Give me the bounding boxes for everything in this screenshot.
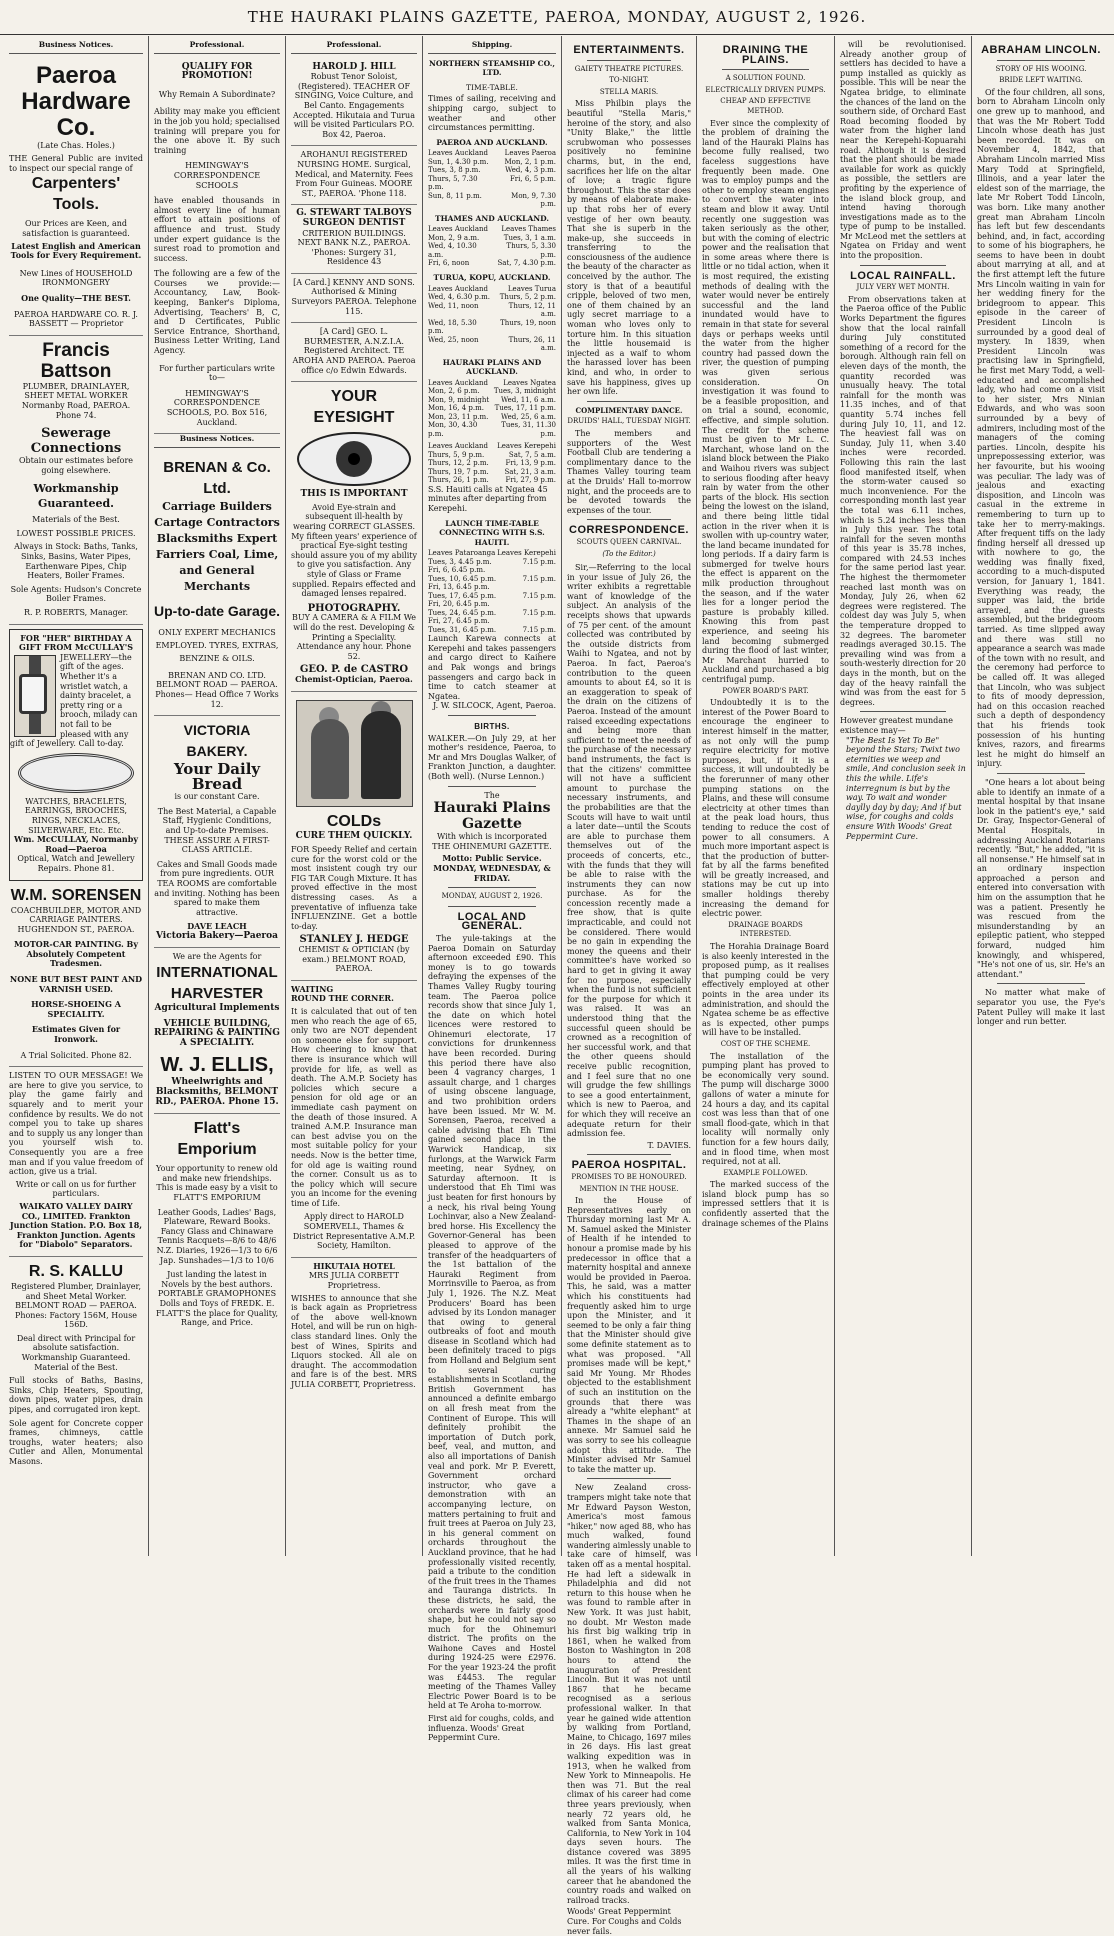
timetable-cell: Thurs, 5, 7.30 p.m. <box>428 174 478 192</box>
local-rainfall-heading: LOCAL RAINFALL. <box>850 269 956 282</box>
gazette-nameplate: The Hauraki Plains Gazette With which is incorporated THE OHINEMURI GAZETTE. Motto: Public Service. MONDAY, WEDNESDAY, & FRIDAY. <box>432 790 552 883</box>
timetable-cell: Mon, 30, 4.30 p.m. <box>428 421 478 438</box>
timetable-cell: Leaves Auckland <box>428 378 489 387</box>
timetable-thames-auckland <box>428 225 556 268</box>
timetable-cell: 7.15 p.m. <box>522 557 556 566</box>
timetable-cell: Leaves Thames <box>501 225 556 234</box>
timetable-row <box>428 302 556 319</box>
timetable-cell: Tues, 24, 6.45 p.m. <box>428 608 497 617</box>
article-body: No matter what make of separator you use, the Fye's Patent Pulley will make it last longer and run better. <box>977 988 1105 1027</box>
timetable-row <box>428 600 556 609</box>
timetable-row <box>428 396 556 405</box>
ad-talboys: G. STEWART TALBOYS SURGEON DENTIST CRITERION BUILDINGS. NEXT BANK N.Z., PAEROA. 'Phones: Surgery 31, Residence 43 <box>291 205 417 274</box>
timetable-row <box>428 583 556 592</box>
timetable-row <box>428 149 556 158</box>
timetable-row <box>428 259 556 268</box>
timetable-row <box>428 575 556 584</box>
bracelet-illustration <box>18 753 134 793</box>
wristwatch-illustration <box>14 655 56 737</box>
timetable-cell: Fri, 13, 6.45 p.m. <box>428 583 490 592</box>
timetable-cell: Thurs, 5, 2 p.m. <box>499 293 556 302</box>
column-8: ABRAHAM LINCOLN. STORY OF HIS WOOING. BRIDE LEFT WAITING. Of the four children, all sons, born to Abraham Lincoln only one grew up to manhood, and that was the Mr Robert Todd Lincoln whose death has just been recorded. It was on November 4, 1842, that Abraham Lincoln married Miss Mary Todd at Springfield, Illinois, and a year later the eldest son of the marriage, the late Mr Robert Todd Lincoln, was born. Like many another great man Abraham Lincoln has left but few descendants behind, and, in fact, according to some of his biographers, he seems to have been in doubt about marrying at all, and at the first attempt left the future Mrs Lincoln waiting in vain for her wedding finery for the bridegroom to appear. This episode in the career of President Lincoln is surrounded by a good deal of mystery. In 1839, when President Lincoln was practising law in Springfield, he first met Mary Todd, a well-educated and accomplished lady, who had come on a visit to her sister, Mrs Ninian Edwards, and who was soon surrounded by a bevy of admirers, including most of the managers of the coming parties. Lincoln, despite his unprepossessing exterior, was her favourite, but his wooing was peculiar. The lady was of jealous and exacting disposition, and Lincoln was casual in the extreme in remembering to turn up to take her to merry-makings. After frequent tiffs on the lady finding herself all dressed up with nowhere to go, the wedding was finally fixed, according to a much-disputed version, for January 1, 1841. Everything was ready, the supper was laid, the bride arrayed, and the guests assembled, but the bridegroom tarried. As time slipped away and there was still no appearance a search was made of the town with no result, and the ceremony had perforce to be called off. It was alleged that Lincoln, who was subject to fits of moody depression, had on this occasion reached such a depth of despondency that his friends took possession of his hunting knives, razors, and firearms lest he might do himself an injury. "One hears a lot about being able to identify an inmate of a mental hospital by that insane look in the patient's eye," said Dr. Gray, Inspector-General of Mental Hospitals, in addressing Auckland Rotarians recently. "But," he added, "it is all nonsense." He himself sat in an ordinary inspection approached a person and entered into conversation with him on the assumption that he was a patient. Presently he was rescued from the misunderstanding by an epileptic patient, who stepped forward, nudged him knowingly, and whispered, "He's not one of us, sir. He's an attendant." No matter what make of separator you use, the Fye's Patent Pulley will make it last longer and run better. <box>977 44 1105 1027</box>
timetable-cell: Mon, 2, 1 p.m. <box>504 157 556 166</box>
column-5: ENTERTAINMENTS. GAIETY THEATRE PICTURES. TO-NIGHT. STELLA MARIS. Miss Philbin plays the beautiful "Stella Maris," heroine of the story, and also "Unity Blake," the little scrubwoman who possesses positively no feminine charms, but, in the end, sacrifices her life on the altar of love; a tragic figure throughout. This the star does by means of elaborate make-up that robs her of every vestige of her own beauty. That she is superb in the make-up, she succeeds in transferring to the consciousness of the audience the beauty of the character as conceived by the author. The story is that of a beautiful cripple, beloved of two men, one of them chained by an ugly secret marriage to a woman who loves only to torture him. In this situation the little housemaid is injected as a waif to whom the harassed lover has been kind, and who, in order to save his happiness, gives up her own life. COMPLIMENTARY DANCE. DRUIDS' HALL, TUESDAY NIGHT. The members and supporters of the West Football Club are tendering a complimentary dance to the Thames Valley touring team at the Druids' Hall to-morrow night, and the proceeds are to be devoted towards the expenses of the tour. CORRESPONDENCE. SCOUTS QUEEN CARNIVAL. (To the Editor.) Sir,—Referring to the local in your issue of July 26, the writer exhibits a regrettable want of knowledge of the subject. An analysis of the receipts shows that upwards of 75 per cent. of the amount collected was contributed by the outside districts from Waihi to Ngatea, and not by Paeroa. In fact, Paeroa's contribution to the queen amounts to about £4, so it is an exaggeration to speak of the drain on the citizens of Paeroa. Instead of the amount raised exceeding expectations and being more than sufficient to meet the needs of the purchase of the necessary band instruments, the fact is that the citizens' committee will not have a sufficient amount to purchase the necessary instruments, and the probabilities are that the Scouts will have to wait until a later date—until the Scouts are able to purchase them themselves out of the proceeds of concerts, etc., with the funds that they will be able to raise with the instruments they can now purchase. As for the concession recently made a free show, that is quite impracticable, and could not be considered. There would be no gain in expending the money the queens and their committee's have worked so hard to get in giving it away for no purpose, especially when the fund is not sufficient for the purpose for which it was raised. It was an understood thing that the successful queen should be crowned as a recognition of her successful work, and that the other queens should receive public recognition, and I feel sure that no one will grudge the few shillings to see a good entertainment, which is new to Paeroa, and for which they will receive an adequate return for their admission fee. T. DAVIES. PAEROA HOSPITAL. PROMISES TO BE HONOURED. MENTION IN THE HOUSE. In the House of Representatives early on Thursday morning last Mr A. M. Samuel asked the Minister of Health if he intended to honour a promise made by his predecessor in office that a maternity hospital and annexe would be provided in Paeroa. This, he said, was a matter which his constituents had frequently asked him to urge upon the Minister, and it seemed to be only a fair thing that the Minister should give some definite statement as to what was proposed. "All promises made will be kept," said Mr Young. Mr Rhodes objected to the establishment of such an institution on the grounds that there was already a "white elephant" at Thames in the shape of an annexe. Mr Samuel said he was sorry to see his colleague adopt this attitude. The Minister advised Mr Samuel to take the matter up. New Zealand cross-trampers might take note that Mr Edward Payson Weston, America's most famous "hiker," now aged 88, who has much walked, found wandering aimlessly unable to take care of himself, was taken off as a mental hospital. He had left a sidewalk in Philadelphia and did not return to this house when he was found to ramble after in New York. It was just habit, no doubt. Mr Weston made his first big walking trip in 1861, when he walked from Boston to Washington in 208 hours to attend the inauguration of President Lincoln. But it was not until 1867 that he became recognised as a serious professional walker. In that year he gained wide attention by walking from Portland, Maine, to Chicago, 1697 miles in 26 days. His last great walking expedition was in 1913, when he walked from New York to Minneapolis. He then was 71. But the real climax of his career had come three years previously, when nearly 72 years old, he walked from Santa Monica, California, to New York in 104 days seven hours. The distance covered was 3895 miles. It was the first time in all the years of his walking career that he abandoned the country roads and walked on railroad tracks. Woods' Great Peppermint Cure. For Coughs and Colds never fails. <box>562 36 697 1556</box>
timetable-cell: Wed, 11, 6 a.m. <box>501 395 556 404</box>
ad-brenan: BRENAN & Co. Ltd. Carriage Builders Cartage Contractors Blacksmiths Expert Farriers Coal, Lime, and General Merchants Up-to-date Garage. ONLY EXPERT MECHANICS EMPLOYED. TYRES, EXTRAS, BENZINE & OILS. BRENAN AND CO. LTD. BELMONT ROAD — PAEROA. Phones— Head Office 7 Works 12. <box>154 453 280 716</box>
timetable-cell: 7.15 p.m. <box>522 625 556 634</box>
ad-paeroa-hardware: Paeroa Hardware Co. (Late Chas. Holes.) THE General Public are invited to inspect our special range of Carpenters' Tools. Our Prices are Keen, and satisfaction is guaranteed. Latest English and American Tools for Every Requirement. New Lines of HOUSEHOLD IRONMONGERY One Quality—THE BEST. PAEROA HARDWARE CO. R. J. BASSETT — Proprietor <box>9 59 143 336</box>
timetable-cell: Wed, 25, noon <box>428 335 479 344</box>
article-body: The Horahia Drainage Board is also keenly interested in the proposed pump, as it realises that pumping could be very effectively employed at other points in the area under its administration, and should the Ngatea scheme be as effective as is expected, other pumps will have to be installed. <box>702 942 829 1038</box>
timetable-cell: Leaves Auckland <box>428 225 489 234</box>
article-body: Undoubtedly it is to the interest of the Power Board to encourage the engineer to interest himself in the matter, as not only will the pump require electricity for motive purposes, but, if it is a success, it will undoubtedly be the forerunner of many other pumping stations on the Plains, and these will consume electricity at other times than at the peak load hours, thus tending to reduce the cost of power to all consumers. A much more important aspect is that the production of butter-fat by all the farms benefited will be greatly increased, and stations may be cut up into smaller holdings thereby increasing the demand for electric power. <box>702 698 829 919</box>
column-7: will be revolutionised. Already another group of settlers has decided to have a pump installed as quickly as possible. This will be near the Ngatea bridge, to eliminate the chances of the land on the southern side, of Orchard East Road becoming flooded by water from the higher land near the Kerepehi-Kopuarahi road. Although it is desired that the plant should be made available for work as quickly as possible, the settlers are profiting by the experience of the island block group, and intend having thorough investigations made as to the type of pump to be installed. Mr McLeod met the settlers at Ngatea on Friday and went into the proposition. LOCAL RAINFALL. JULY VERY WET MONTH. From observations taken at the Paeroa office of the Public Works Department the figures show that the local rainfall during July constituted something of a record for the borough. Although rain fell on eleven days of the month, the quantity recorded was unusually heavy. The total rainfall for the month was 11.35 inches, and of that quantity 5.74 inches fell during July 10, 11, and 12. The heaviest fall was on Sunday, July 11, when 3.40 inches were recorded. Following this rain the last flood manifested itself, when the storm-water caused so much inconvenience. For the corresponding month last year the total was 6.11 inches, which is 5.24 inches less than in July this year. The total rainfall for the seven months of this year is 35.78 inches, compared with 24.53 inches for the same period last year. The highest the thermometer reached last month was on Monday, July 26, when 62 degrees were registered. The coldest day was July 5, when the temperature dropped to 32 degrees. The barometer readings averaged 30.15. The prevailing wind was from a south-westerly direction for 20 days in the month, but on the day of the heavy rainfall the wind was from the east for 5 degrees. However greatest mundane existence may— "The Best Is Yet To Be" beyond the Stars; Twixt two eternities we weep and smile, And conclusion seek in this the while. Life's interregnum is but by the way. To wait and wonder daylly day by day; And if but wise, for coughs and colds ensure With Woods' Great Peppermint Cure. <box>835 36 972 1556</box>
timetable-cell: Thurs, 5, 9 p.m. <box>428 450 485 459</box>
timetable-cell <box>497 617 556 626</box>
timetable-cell: Leaves Auckland <box>428 149 489 158</box>
timetable-cell: Sat, 7, 4.30 p.m. <box>497 259 556 268</box>
ad-harold-hill: HAROLD J. HILL Robust Tenor Soloist, (Registered). TEACHER OF SINGING, Voice Culture, and Bel Canto. Engagements Accepted. Hikutaia and Turua will be visited Particulars P.O. Box 42, Paeroa. <box>291 59 417 147</box>
timetable-row <box>428 451 556 460</box>
timetable-cell <box>497 600 556 609</box>
ad-hedge: COLDs CURE THEM QUICKLY. FOR Speedy Relief and certain cure for the worst cold or the most insistent cough try our FIG TAR Cough Mixture. It has proved effective in the most distressing cases. As a preventative of influenza take INFLUENZINE. Get a bottle to-day. STANLEY J. HEDGE CHEMIST & OPTICIAN (by exam.) BELMONT ROAD, PAEROA. <box>291 692 417 981</box>
timetable-row <box>428 468 556 477</box>
timetable-cell: Fri, 13, 9 p.m. <box>505 459 556 468</box>
timetable-cell: Mon, 9, midnight <box>428 395 490 404</box>
timetable-cell: 7.15 p.m. <box>522 591 556 600</box>
timetable-cell: Fri, 6, 6.45 p.m. <box>428 566 486 575</box>
article-body: Ever since the complexity of the problem of draining the land of the Hauraki Plains has become fully realised, two faceless suggestions have frequently been made. One was to employ pumps and the other to employ steam engines to convert the water into steam and blow it away. Until recently one suggestion was taken seriously as the other, but with the coming of electric power and the realisation that in some areas where there is little or no tidal action, when it is most required, the existing methods of dealing with the water would never be entirely successful and the land inundated would have to remain in that state for several days or perhaps weeks until the water from the higher country had passed down the river, the question of pumping was given serious consideration. On investigation it was found to be a feasible proposition, and on trial a sound, economic, effective, and simple solution. The credit for the scheme must be given to Mr L. C. Marchant, whose land on the island block between the Piako and Waihou rivers was subject to serious flooding after heavy rain by water from the other parts of the block. His section being the lowest on the island, and there being little tidal action in the river when it is swollen with up-country water, the land became inundated for long periods. If a dairy farm is submerged for twelve hours the effect is apparent on the milk production throughout the season, and if the water lies for a longer period the pasture is probably killed. Knowing this from past experience, and seeing his land becoming submerged during the flood of last winter, Mr Marchant hurried to Auckland and purchased a big centrifugal pump. <box>702 118 829 684</box>
article-body: New Zealand cross-trampers might take note that Mr Edward Payson Weston, America's most famous "hiker," now aged 88, who has much walked, found wandering aimlessly unable to take care of himself, was taken off as a mental hospital. He had left a sidewalk in Philadelphia and did not return to this house when he was found to ramble after in New York. It was just habit, no doubt. Mr Weston made his first big walking trip in 1861, when he walked from Boston to Washington in 208 hours to attend the inauguration of President Lincoln. But it was not until 1867 that he became recognised as a serious professional walker. In that year he gained wide attention by walking from Portland, Maine, to Chicago, 1697 miles in 26 days. His last great walking expedition was in 1913, when he walked from New York to Minneapolis. He then was 71. But the real climax of his career had come three years previously, when nearly 72 years old, he walked from Santa Monica, California, to New York in 104 days seven hours. The distance covered was 3895 miles. It was the first time in all the years of his walking career that he abandoned the country roads and walked on railroad tracks. <box>567 1483 691 1905</box>
doctor-patient-illustration <box>296 700 413 807</box>
timetable-turua <box>428 285 556 353</box>
timetable-cell: Fri, 6, noon <box>428 259 470 268</box>
timetable-row <box>428 379 556 388</box>
timetable-cell: Sun, 8, 11 p.m. <box>428 191 482 200</box>
ad-kallu: R. S. KALLU Registered Plumber, Drainlayer, and Sheet Metal Worker. BELMONT ROAD — PAEROA. Phones: Factory 156M, House 156D. Deal direct with Principal for absolute satisfaction. Workmanship Guaranteed. Material of the Best. Full stocks of Baths, Basins, Sinks, Chip Heaters, Spouting, down pipes, water pipes, drain pipes, and corrugated iron kept. Sole agent for Concrete copper frames, chimneys, cattle troughs, water heaters; also Cutler and Allen, Monumental Masons. <box>9 1262 143 1466</box>
draining-heading: DRAINING THE PLAINS. <box>722 44 809 66</box>
timetable-row <box>428 242 556 259</box>
timetable-row <box>428 225 556 234</box>
section-header: Professional. <box>291 40 417 54</box>
timetable-cell: Sun, 1, 4.30 p.m. <box>428 157 489 166</box>
ad-hikutaia-hotel: HIKUTAIA HOTEL MRS JULIA CORBETT Proprietress. WISHES to announce that she is back again as Proprietress of the above well-known Hotel, and will be run on high-class standard lines. Only the best of Wines, Spirits and Liquors stocked. All ale on draught. The accommodation and fare is of the best. MRS JULIA CORBETT, Proprietress. <box>291 1260 417 1389</box>
timetable-row <box>428 442 556 451</box>
section-header: Business Notices. <box>154 434 280 448</box>
timetable-cell: Tues, 17, 6.45 p.m. <box>428 591 497 600</box>
timetable-cell: Thurs, 12, 2 p.m. <box>428 459 489 468</box>
article-body: Of the four children, all sons, born to Abraham Lincoln only one grew up to manhood, and that was the Mr Robert Todd Lincoln whose death has just been recorded. It was on November 4, 1842, that Abraham Lincoln married Miss Mary Todd at Springfield, Illinois, and a year later the eldest son of the marriage, the late Mr Robert Todd Lincoln, was born. Like many another great man Abraham Lincoln has left but few descendants behind, and, in fact, according to some of his biographers, he seems to have been in doubt about marrying at all, and at the first attempt left the future Mrs Lincoln waiting in vain for her wedding finery for the bridegroom to appear. This episode in the career of President Lincoln is surrounded by a good deal of mystery. In 1839, when President Lincoln was practising law in Springfield, he first met Mary Todd, a well-educated and accomplished lady, who had come on a visit to her sister, Mrs Ninian Edwards, and who was soon surrounded by a bevy of admirers, including most of the managers of the coming parties. Lincoln, despite his unprepossessing exterior, was her favourite, but his wooing was peculiar. The lady was of jealous and exacting disposition, and Lincoln was casual in the extreme in remembering to turn up to take her to merry-makings. After frequent tiffs on the lady finding herself all dressed up with nowhere to go, the wedding was finally fixed, according to a much-disputed version, for January 1, 1841. Everything was ready, the supper was laid, the bride arrayed, and the guests assembled, but the bridegroom tarried. As time slipped away and there was still no appearance a search was made of the town with no result, and the ceremony had perforce to be called off. It was alleged that Lincoln, who was subject to fits of moody depression, had on this occasion reached such a depth of despondency that his friends took possession of his hunting knives, razors, and firearms lest he might do himself an injury. <box>977 87 1105 769</box>
ad-kenny: [A Card.] KENNY AND SONS. Authorised & Mining Surveyors PAEROA. Telephone 115. <box>291 274 417 323</box>
timetable-cell: Mon, 23, 11 p.m. <box>428 412 489 421</box>
timetable-cell: Thurs, 26, 11 a.m. <box>508 335 556 353</box>
timetable-cell: Thurs, 26, 1 p.m. <box>428 476 489 485</box>
timetable-row <box>428 609 556 618</box>
timetable-cell: Wed, 4, 3 p.m. <box>505 166 556 175</box>
timetable-cell: Fri, 20, 6.45 p.m. <box>428 600 490 609</box>
ad-flatts-emporium: Flatt's Emporium Your opportunity to renew old and make new friendships. This is made easy by a visit to FLATT'S EMPORIUM Leather Goods, Ladies' Bags, Plateware, Reward Books. Fancy Glass and Chinaware Tennis Racquets—8/6 to 48/6 N.Z. Diaries, 1926—1/3 to 6/6 Jap. Sunshades—1/3 to 10/6 Just landing the latest in Novels by the best authors. PORTABLE GRAMOPHONES Dolls and Toys of FREDK. E. FLATT'S the place for Quality, Range, and Price. <box>155 1120 279 1328</box>
timetable-cell: 7.15 p.m. <box>522 574 556 583</box>
timetable-kerepehi <box>428 442 556 485</box>
ad-hemingway: QUALIFY FOR PROMOTION! Why Remain A Subordinate? Ability may make you efficient in the job you hold; specialised training will prepare you for the one above it. By such training HEMINGWAY'S CORRESPONDENCE SCHOOLS have enabled thousands in almost every line of human effort to attain positions of affluence and trust. Study under expert guidance is the surest road to promotion and success. The following are a few of the Courses we provide:— Accountancy, Law, Book-keeping, Banker's Diploma, Advertising, Teachers' B, C, and D Certificates, Public Service Entrance, Shorthand, Business Letter Writing, Land Agency. For further particulars write to— HEMINGWAY'S CORRESPONDENCE SCHOOLS, P.O. Box 516, Auckland. <box>154 59 280 435</box>
timetable-paeroa-auckland <box>428 149 556 209</box>
timetable-hauraki <box>428 379 556 439</box>
timetable-cell: Tues, 3, 8 p.m. <box>428 166 481 175</box>
article-body: The yule-takings at the Paeroa Domain on Saturday afternoon exceeded £90. This money is to go towards defraying the expenses of the Thames Valley Rugby touring team. The Paeroa police records show that since July 1, the date on which hotel licences were restored to Ohinemuri electorate, 17 convictions for drunkenness have been recorded. During this period there have also been 4 vagrancy charges, 1 assault charge, and 1 charges of using obscene language, and two prohibition orders have been issued. Mr W. M. Sorensen, Paeroa, received a cable advising that Eh Timi gained second place in the Warwick Handicap, six furlongs, at the Warwick Farm meeting, near Sydney, on Saturday afternoon. It is understood that Eh Timi was just beaten for first honours by a neck, his rival being Young Lochinvar, also a New Zealand-bred horse. His Excellency the Governor-General has been pleased to approve of the transfer of the headquarters of the 1st battalion of the Hauraki Regiment from Morrinsville to Paeroa, as from July 1, 1926. The N.Z. Meat Producers' Board has been advised by its London manager that owing to general outbreaks of foot and mouth disease in Scotland which had been definitely traced to pigs from Holland and Belgium sent to several curing establishments in Scotland, the British Government has announced a definite embargo on all fresh meat from the Continent of Europe. This will definitely prohibit the importation of Dutch pork, beef, veal, and mutton, and also all importations of Danish veal and pork. Mr P. Everett, Government orchard instructor, who gave a demonstration with an accompanying lecture, on matters pertaining to fruit and fruit trees at Paeroa on July 23, in his general comment on orchards throughout the Auckland province, that he had professionally visited recently, paid a tribute to the condition of the fruit trees in the Thames and Tauranga districts. In these districts, he said, the orchards were in fairly good shape, but he could not say so much for the Ohinemuri district. The profits on the Waihone Caves and Hostel during 1924-25 were £2976. For the year 1923-24 the profit was £4453. The regular meeting of the Thames Valley Electric Power Board is to be held at Te Aroha to-morrow. <box>428 933 556 1711</box>
ad-ellis: We are the Agents for INTERNATIONAL HARVESTER Agricultural Implements VEHICLE BUILDING, REPAIRING & PAINTING A SPECIALITY. W. J. ELLIS, Wheelwrights and Blacksmiths, BELMONT RD., PAEROA. Phone 15. <box>154 948 280 1114</box>
ad-sorensen: W.M. SORENSEN COACHBUILDER, MOTOR AND CARRIAGE PAINTERS. HUGHENDON ST., PAEROA. MOTOR-CAR PAINTING. By Absolutely Competent Tradesmen. NONE BUT BEST PAINT AND VARNISH USED. HORSE-SHOEING A SPECIALITY. Estimates Given for Ironwork. A Trial Solicited. Phone 82. <box>9 881 143 1068</box>
timetable-cell: Thurs, 12, 11 a.m. <box>508 301 556 319</box>
timetable-cell: Wed, 4, 10.30 a.m. <box>428 242 477 259</box>
column-4: Shipping. NORTHERN STEAMSHIP CO., LTD. TIME-TABLE. Times of sailing, receiving and shipping cargo, subject to weather and other circumstances permitting. PAEROA AND AUCKLAND. Leaves Auckland Leaves Paeroa Sun, 1, 4.30 p.m. Mon, 2, 1 p.m. Tues, 3, 8 p.m. Wed, 4, 3 p.m. Thurs, 5, 7.30 p.m. Fri, 6, 5 p.m. Sun, 8, 11 p.m. Mon, 9, 7.30 p.m. THAMES AND AUCKLAND. Leaves Auckland Leaves Thames Mon, 2, 9 a.m. Tues, 3, 1 a.m. Wed, 4, 10.30 a.m. Thurs, 5, 3.30 p.m. Fri, 6, noon Sat, 7, 4.30 p.m. TURUA, KOPU, AUCKLAND. Leaves Auckland Leaves Turua Wed, 4, 6.30 p.m. Thurs, 5, 2 p.m. Wed, 11, noon Thurs, 12, 11 a.m. Wed, 18, 5.30 p.m. Thurs, 19, noon Wed, 25, noon Thurs, 26, 11 a.m. HAURAKI PLAINS AND AUCKLAND. Leaves Auckland Leaves Ngatea Mon, 2, 6 p.m. Tues, 3, midnight Mon, 9, midnight Wed, 11, 6 a.m. Mon, 16, 4 p.m. Tues, 17, 11 p.m. Mon, 23, 11 p.m. Wed, 25, 6 a.m. Mon, 30, 4.30 p.m. Tues, 31, 11.30 p.m. Leaves Auckland Leaves Kerepehi Thurs, 5, 9 p.m. Sat, 7, 5 a.m. Thurs, 12, 2 p.m. Fri, 13, 9 p.m. Thurs, 19, 7 p.m. Sat, 21, 3 a.m. Thurs, 26, 1 p.m. Fri, 27, 9 p.m. S.S. Hauiti calls at Ngatea 45 minutes after departing from Kerepehi. LAUNCH TIME-TABLE CONNECTING WITH S.S. HAUITI. Leaves Pataroanga Leaves Kerepehi Tues, 3, 4.45 p.m. 7.15 p.m. Fri, 6, 6.45 p.m. Tues, 10, 6.45 p.m. 7.15 p.m. Fri, 13, 6.45 p.m. Tues, 17, 6.45 p.m. 7.15 p.m. Fri, 20, 6.45 p.m. Tues, 24, 6.45 p.m. 7.15 p.m. Fri, 27, 6.45 p.m. Tues, 31, 6.45 p.m. 7.15 p.m. Launch Karewa connects at Kerepehi and takes passengers and cargo direct to Kaihere and Pak wongs and brings passengers and cargo back in time to catch steamer at Ngatea. J. W. SILCOCK, Agent, Paeroa. BIRTHS. WALKER.—On July 29, at her mother's residence, Paeroa, to Mr and Mrs Douglas Walker, of Frankton Junction, a daughter. (Both well). (Nurse Lennon.) The Hauraki Plains Gazette With which is incorporated THE OHINEMURI GAZETTE. Motto: Public Service. MONDAY, WEDNESDAY, & FRIDAY. MONDAY, AUGUST 2, 1926. LOCAL AND GENERAL. The yule-takings at the Paeroa Domain on Saturday afternoon exceeded £90. This money is to go towards defraying the expenses of the Thames Valley Rugby touring team. The Paeroa police records show that since July 1, the date on which hotel licences were restored to Ohinemuri electorate, 17 convictions for drunkenness have been recorded. During this period there have also been 4 vagrancy charges, 1 assault charge, and 1 charges of using obscene language, and two prohibition orders have been issued. Mr W. M. Sorensen, Paeroa, received a cable advising that Eh Timi gained second place in the Warwick Handicap, six furlongs, at the Warwick Farm meeting, near Sydney, on Saturday afternoon. It is understood that Eh Timi was just beaten for first honours by a neck, his rival being Young Lochinvar, also a New Zealand-bred horse. His Excellency the Governor-General has been pleased to approve of the transfer of the headquarters of the 1st battalion of the Hauraki Regiment from Morrinsville to Paeroa, as from July 1, 1926. The N.Z. Meat Producers' Board has been advised by its London manager that owing to general outbreaks of foot and mouth disease in Scotland which had been definitely traced to pigs from Holland and Belgium sent to several curing establishments in Scotland, the British Government has announced a definite embargo on all fresh meat from the Continent of Europe. This will definitely prohibit the importation of Dutch pork, beef, veal, and mutton, and also all importations of Danish veal and pork. Mr P. Everett, Government orchard instructor, who gave a demonstration with an accompanying lecture, on matters pertaining to fruit and fruit trees at Paeroa on July 23, in his general comment on orchards throughout the Auckland province, that he had professionally visited recently, paid a tribute to the condition of the fruit trees in the Thames and Tauranga districts. In these districts, he said, the orchards were in fairly good shape, but he could not say so much for the Ohinemuri district. The profits on the Waihone Caves and Hostel during 1924-25 were £2976. For the year 1923-24 the profit was £4453. The regular meeting of the Thames Valley Electric Power Board is to be held at Te Aroha to-morrow. First aid for coughs, colds, and influenza. Woods' Great Peppermint Cure. <box>423 36 562 1556</box>
ad-amp-society: WAITING ROUND THE CORNER. It is calculated that out of ten men who reach the age of 65, only two are NOT dependent on someone else for support. How cheering to know that there is insurance which will provide for life, as well as death. The A.M.P. Society has policies which secure a pension for old age or an immediate cash payment on the death of those insured. A trained A.M.P. Insurance man can best advise you on the most suitable policy for your needs. Now is the better time, for old age is waiting round the corner. Consult us as to the policy which will secure you an income for the evening time of Life. Apply direct to HAROLD SOMERVELL, Thames & District Representative A.M.P. Society, Hamilton. <box>291 981 417 1258</box>
ad-mccullay: FOR "HER" BIRTHDAY A GIFT FROM McCULLAY'S JEWELLERY—the gift of the ages. Whether it's a wristlet watch, a dainty bracelet, a pretty ring or a brooch, milady can not fail to be pleased with any gift of Jewellery. Call to-day. WATCHES, BRACELETS, EARRINGS, BROOCHES, RINGS, NECKLACES, SILVERWARE, Etc. Etc. Wm. McCULLAY, Normanby Road—Paeroa Optical, Watch and Jewellery Repairs. Phone 81. <box>9 629 143 881</box>
timetable-cell: Tues, 17, 11 p.m. <box>494 404 556 413</box>
timetable-cell <box>497 566 556 575</box>
ad-arohanui: AROHANUI REGISTERED NURSING HOME. Surgical, Medical, and Maternity. Fees From Four Guineas. MOORE ST., PAEROA. 'Phone 118. <box>291 146 417 205</box>
article-body: "One hears a lot about being able to identify an inmate of a mental hospital by that insane look in the patient's eye," said Dr. Gray, Inspector-General of Mental Hospitals, in addressing Auckland Rotarians recently. "But," he added, "it is all nonsense." He himself sat in an ordinary inspection approached a person and entered into conversation with him on the assumption that he was a patient. Presently he was rescued from the misunderstanding by an epileptic patient, who stepped forward, nudged him knowingly, and whispered, "He's not one of us, sir. He's an attendant." <box>977 777 1105 979</box>
timetable-row <box>428 592 556 601</box>
timetable-cell: Wed, 18, 5.30 p.m. <box>428 318 477 336</box>
timetable-cell: Thurs, 19, noon <box>500 318 556 327</box>
article-body: The members and supporters of the West Football Club are tendering a complimentary dance to the Thames Valley touring team at the Druids' Hall to-morrow night, and the proceeds are to be devoted towards the expenses of the tour. <box>567 428 691 515</box>
timetable-cell: Thurs, 19, 7 p.m. <box>428 467 489 476</box>
timetable-row <box>428 192 556 209</box>
timetable-cell <box>497 583 556 592</box>
timetable-cell: 7.15 p.m. <box>522 608 556 617</box>
timetable-row <box>428 413 556 422</box>
local-and-general-heading: LOCAL AND GENERAL. <box>457 910 527 933</box>
timetable-cell: Leaves Auckland <box>428 442 489 451</box>
timetable-row <box>428 566 556 575</box>
timetable-cell: Wed, 11, noon <box>428 301 479 310</box>
timetable-cell: Leaves Turua <box>507 284 556 293</box>
ad-battson: Francis Battson PLUMBER, DRAINLAYER, SHEET METAL WORKER Normanby Road, PAEROA. Phone 74. Sewerage Connections Obtain our estimates before going elsewhere. Workmanship Guaranteed. Materials of the Best. LOWEST POSSIBLE PRICES. Always in Stock: Baths, Tanks, Sinks, Basins, Water Pipes, Earthenware Pipes, Chip Heaters, Boiler Frames. Sole Agents: Hudson's Concrete Boiler Frames. R. P. ROBERTS, Manager. <box>9 336 143 625</box>
timetable-row <box>428 285 556 294</box>
timetable-cell: Leaves Pataroanga <box>428 549 496 558</box>
ad-burmester: [A Card] GEO. L. BURMESTER, A.N.Z.I.A. Registered Architect. TE AROHA AND PAEROA. Paeroa office c/o Edwin Edwards. <box>291 323 417 382</box>
timetable-cell: Wed, 25, 6 a.m. <box>501 412 556 421</box>
timetable-cell: Leaves Auckland <box>428 284 489 293</box>
timetable-row <box>428 476 556 485</box>
timetable-cell: Mon, 2, 9 a.m. <box>428 233 480 242</box>
timetable-cell: Fri, 27, 9 p.m. <box>505 476 556 485</box>
timetable-row <box>428 626 556 635</box>
timetable-cell: Fri, 27, 6.45 p.m. <box>428 617 490 626</box>
timetable-cell: Leaves Ngatea <box>503 378 556 387</box>
ad-waikato-dairy: LISTEN TO OUR MESSAGE! We are here to give you service, to play the game fairly and squarely and to merit your confidence by results. We do not compel you to take up shares and to supply us any longer than you yourself wish to. Consequently you are a free man and if you value freedom of action, give us a trial. Write or call on us for further particulars. WAIKATO VALLEY DAIRY CO., LIMITED. Frankton Junction Station. P.O. Box 18, Frankton Junction. Agents for "Diabolo" Separators. <box>9 1067 143 1257</box>
timetable-cell: Tues, 3, 1 a.m. <box>503 233 556 242</box>
timetable-cell: Fri, 6, 5 p.m. <box>509 174 556 183</box>
timetable-cell: Tues, 3, 4.45 p.m. <box>428 557 492 566</box>
timetable-row <box>428 336 556 353</box>
timetable-cell: Leaves Kerepehi <box>497 442 556 451</box>
section-header: Business Notices. <box>9 40 143 54</box>
timetable-row <box>428 234 556 243</box>
eye-illustration <box>297 432 411 486</box>
hospital-heading: PAEROA HOSPITAL. <box>571 1159 687 1172</box>
timetable-cell: Leaves Kerepehi <box>497 549 556 558</box>
article-body: will be revolutionised. Already another group of settlers has decided to have a pump installed as quickly as possible. This will be near the Ngatea bridge, to eliminate the chances of the land on the southern side, of Orchard East Road becoming flooded by water from the higher land near the Kerepehi-Kopuarahi road. Although it is desired that the plant should be made available for work as quickly as possible, the settlers are profiting by the experience of the island block group, and intend having thorough investigations made as to the type of pump to be installed. Mr McLeod met the settlers at Ngatea on Friday and went into the proposition. <box>840 40 966 261</box>
timetable-cell: Tues, 31, 6.45 p.m. <box>428 625 497 634</box>
timetable-row <box>428 293 556 302</box>
column-6: DRAINING THE PLAINS. A SOLUTION FOUND. ELECTRICALLY DRIVEN PUMPS. CHEAP AND EFFECTIVE METHOD. Ever since the complexity of the problem of draining the land of the Hauraki Plains has become fully realised, two faceless suggestions have frequently been made. One was to employ pumps and the other to employ steam engines to convert the water into steam and blow it away. Until recently one suggestion was taken seriously as the other, but with the coming of electric power and the realisation that in some areas where there is little or no tidal action, when it is most required, the existing methods of dealing with the water would never be entirely successful and the land inundated would have to remain in that state for several days or perhaps weeks until the water from the higher country had passed down the river, the question of pumping was given serious consideration. On investigation it was found to be a feasible proposition, and on trial a sound, economic, effective, and simple solution. The credit for the scheme must be given to Mr L. C. Marchant, whose land on the island block between the Piako and Waihou rivers was subject to serious flooding after heavy rain by water from the other parts of the block. His section being the lowest on the island, and there being little tidal action in the river when it is swollen with up-country water, the land became inundated for long periods. If a dairy farm is submerged for twelve hours the effect is apparent on the milk production throughout the season, and if the water lies for a longer period the pasture is probably killed. Knowing this from past experience, and seeing his land becoming submerged during the flood of last winter, Mr Marchant hurried to Auckland and purchased a big centrifugal pump. POWER BOARD'S PART. Undoubtedly it is to the interest of the Power Board to encourage the engineer to interest himself in the matter, as not only will the pump require electricity for motive purposes, but, if it is a success, it will undoubtedly be the forerunner of many other pumping stations on the Plains, and these will consume electricity at other times than at the peak load hours, thus tending to reduce the cost of power to all consumers. A much more important aspect is that the production of butter-fat by all the farms benefited will be greatly increased, and stations may be cut up into smaller holdings thereby increasing the demand for electric power. DRAINAGE BOARDS INTERESTED. The Horahia Drainage Board is also keenly interested in the proposed pump, as it realises that pumping could be very effectively employed at other points in the area under its administration, and should the Ngatea scheme be as effective as is expected, other pumps will have to be installed. COST OF THE SCHEME. The installation of the pumping plant has proved to be economically very sound. The pump will discharge 3000 gallons of water a minute for 24 hours a day, and its capital cost was less than that of one small flood-gate, which in that locality will normally only function for a few hours daily, and in flood time, when most required, not at all. EXAMPLE FOLLOWED. The marked success of the island block pump has so impressed settlers that it is confidently asserted that the drainage schemes of the Plains <box>697 36 835 1556</box>
poem: "The Best Is Yet To Be" beyond the Stars; Twixt two eternities we weep and smile, And conclusion seek in this the while. Life's interregnum is but by the way. To wait and wonder daylly day by day; And if but wise, for coughs and colds ensure With Woods' Great Peppermint Cure. <box>846 735 966 841</box>
timetable-cell: Tues, 3, midnight <box>493 387 556 396</box>
timetable-cell: Mon, 16, 4 p.m. <box>428 404 484 413</box>
timetable-row <box>428 404 556 413</box>
timetable-cell: Wed, 4, 6.30 p.m. <box>428 293 490 302</box>
timetable-row <box>428 549 556 558</box>
masthead: THE HAURAKI PLAINS GAZETTE, PAEROA, MONDAY, AUGUST 2, 1926. <box>0 0 1114 35</box>
timetable-cell: Sat, 7, 5 a.m. <box>508 450 556 459</box>
ad-victoria-bakery: VICTORIA BAKERY. Your Daily Bread is our constant Care. The Best Material, a Capable Staff, Hygienic Conditions, and Up-to-date Premises. THESE ASSURE A FIRST-CLASS ARTICLE. Cakes and Small Goods made from pure ingredients. OUR TEA ROOMS are comfortable and inviting. Nothing has been spared to make them attractive. DAVE LEACH Victoria Bakery—Paeroa <box>154 716 280 948</box>
article-body: The installation of the pumping plant has proved to be economically very sound. The pump will discharge 3000 gallons of water a minute for 24 hours a day, and its capital cost was less than that of one small flood-gate, which in that locality will normally only function for a few hours daily, and in flood time, when most required, not at all. <box>702 1051 829 1167</box>
correspondence-heading: CORRESPONDENCE. <box>569 524 689 537</box>
timetable-cell: Thurs, 5, 3.30 p.m. <box>506 242 556 259</box>
column-3 <box>286 36 423 1556</box>
timetable-cell: Sat, 21, 3 a.m. <box>504 467 556 476</box>
column-2 <box>149 36 286 1556</box>
timetable-cell: Leaves Paeroa <box>504 149 556 158</box>
timetable-cell: Tues, 10, 6.45 p.m. <box>428 574 497 583</box>
article-body: The marked success of the island block pump has so impressed settlers that it is confidently asserted that the drainage schemes of the Plains <box>702 1180 829 1228</box>
timetable-row <box>428 387 556 396</box>
timetable-row <box>428 617 556 626</box>
section-header: Professional. <box>154 40 280 54</box>
timetable-row <box>428 558 556 567</box>
entertainments-heading: ENTERTAINMENTS. <box>573 44 685 56</box>
timetable-cell: Tues, 31, 11.30 p.m. <box>501 421 556 438</box>
timetable-row <box>428 459 556 468</box>
article-body: Sir,—Referring to the local in your issue of July 26, the writer exhibits a regrettable want of knowledge of the subject. An analysis of the receipts shows that upwards of 75 per cent. of the amount collected was contributed by the outside districts from Waihi to Ngatea, and not by Paeroa. In fact, Paeroa's contribution to the queen amounts to about £4, so it is an exaggeration to speak of the drain on the citizens of Paeroa. Instead of the amount raised exceeding expectations and being more than sufficient to meet the needs of the purchase of the necessary band instruments, the fact is that the citizens' committee will not have a sufficient amount to purchase the necessary instruments, and the probabilities are that the Scouts will have to wait until a later date—until the Scouts are able to purchase them themselves out of the proceeds of concerts, etc., with the funds that they will be able to raise with the instruments they can now purchase. As for the concession recently made a free show, that is quite impracticable, and could not be considered. There would be no gain in expending the money the queens and their committee's have worked so hard to get in giving it away for no purpose, especially when the fund is not sufficient for the purpose for which it was raised. It was an understood thing that the successful queen should be crowned as a recognition of her successful work, and that the other queens should receive public recognition, and I feel sure that no one will grudge the few shillings to see a good entertainment, which is new to Paeroa, and for which they will receive an adequate return for their admission fee. <box>567 563 691 1139</box>
timetable-row <box>428 158 556 167</box>
article-body: From observations taken at the Paeroa office of the Public Works Department the figures show that the local rainfall during July constituted something of a record for the borough. Although rain fell on eleven days of the month, the quantity recorded was unusually heavy. The total rainfall for the month was 11.35 inches, and of that quantity 5.74 inches fell during July 10, 11, and 12. The heaviest fall was on Sunday, July 11, when 3.40 inches were recorded. Following this rain the last flood manifested itself, when the storm-water caused so much inconvenience. For the corresponding month last year the total was 6.11 inches, which is 5.24 inches less than in July this year. The total rainfall for the seven months of this year is 35.78 inches, compared with 24.53 inches for the same period last year. The highest the thermometer reached last month was on Monday, July 26, when 62 degrees were registered. The coldest day was July 5, when the temperature dropped to 32 degrees. The barometer readings averaged 30.15. The prevailing wind was from a south-westerly direction for 20 days in the month, but on the day of the heavy rainfall the wind was from the east for 5 degrees. <box>840 294 966 707</box>
timetable-row <box>428 319 556 336</box>
article-body: In the House of Representatives early on Thursday morning last Mr A. M. Samuel asked the Minister of Health if he intended to honour a promise made by his predecessor in office that a maternity hospital and annexe would be provided in Paeroa. This, he said, was a matter which his constituents had frequently asked him to urge upon the Minister, and it seemed to be only a fair thing that the Minister should give some definite statement as to what was proposed. "All promises made will be kept," said Mr Young. Mr Rhodes objected to the establishment of such an institution on the grounds that there was already a "white elephant" at Thames in the shape of an annexe. Mr Samuel said he was sorry to see his colleague adopt this attitude. The Minister advised Mr Samuel to take the matter up. <box>567 1196 691 1474</box>
timetable-cell: Mon, 2, 6 p.m. <box>428 387 480 396</box>
article-body: Miss Philbin plays the beautiful "Stella Maris," heroine of the story, and also "Unity Blake," the little scrubwoman who possesses positively no feminine charms, but, in the end, sacrifices her life on the altar of love; a tragic figure throughout. This the star does by means of elaborate make-up that robs her of every vestige of her own beauty. That she is superb in the make-up, she succeeds in transferring to the consciousness of the audience the beauty of the character as conceived by the author. The story is that of a beautiful cripple, beloved of two men, one of them chained by an ugly secret marriage to a woman who loves only to torture him. In this situation the little housemaid is injected as a waif to whom the harassed lover has been kind, and who, in order to save his happiness, gives up her own life. <box>567 99 691 397</box>
newspaper-page <box>4 36 1110 1936</box>
section-header: Shipping. <box>428 40 556 54</box>
timetable-cell: Mon, 9, 7.30 p.m. <box>511 191 556 209</box>
column-1 <box>4 36 149 1556</box>
timetable-row <box>428 421 556 438</box>
timetable-row <box>428 166 556 175</box>
timetable-row <box>428 175 556 192</box>
ad-title: Paeroa Hardware Co. <box>21 61 131 141</box>
lincoln-heading: ABRAHAM LINCOLN. <box>981 44 1101 56</box>
ad-de-castro: YOUR EYESIGHT THIS IS IMPORTANT Avoid Eye-strain and subsequent ill-health by wearing CORRECT GLASSES. My fifteen years' experience of practical Eye-sight testing should assure you of my ability to give you satisfaction. Any style of Glass or Frame supplied. Repairs effected and damaged lenses repaired. PHOTOGRAPHY. BUY A CAMERA & A FILM We will do the rest. Developing & Printing a Speciality. Attendance any hour. Phone 52. GEO. P. de CASTRO Chemist-Optician, Paeroa. <box>291 382 417 691</box>
timetable-launch <box>428 549 556 634</box>
